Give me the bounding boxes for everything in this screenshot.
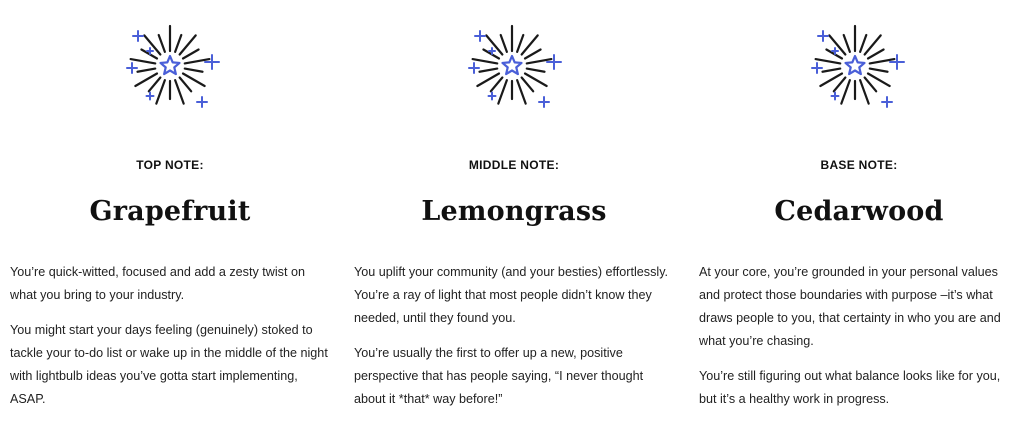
- firework-ray: [860, 80, 869, 103]
- note-column-middle: [354, 0, 674, 438]
- firework-ray: [473, 59, 498, 63]
- sparkle-plus: [205, 55, 219, 69]
- sparkle-plus: [475, 31, 485, 41]
- firework-ray: [868, 50, 884, 59]
- note-paragraph: At your core, you’re grounded in your personal values and protect those boundaries with purpose –it’s what draws people to you, that certainty in who you are and what you’re chasing.: [699, 265, 1001, 348]
- sparkle-plus: [197, 97, 207, 107]
- firework-ray: [480, 69, 498, 72]
- sparkle-plus: [890, 55, 904, 69]
- firework-ray: [525, 50, 541, 59]
- firework-star-icon: [120, 16, 220, 116]
- sparkle-plus: [489, 93, 496, 100]
- firework-ray: [841, 80, 850, 103]
- note-column-base: [699, 0, 1019, 438]
- sparkle-plus: [133, 31, 143, 41]
- sparkle-plus: [547, 55, 561, 69]
- note-description: [699, 261, 1021, 423]
- firework-ray: [131, 59, 156, 63]
- firework-ray: [159, 35, 165, 52]
- firework-ray: [501, 35, 507, 52]
- firework-ray: [138, 69, 156, 72]
- sparkle-plus: [818, 31, 828, 41]
- star-shape: [502, 56, 521, 74]
- note-name: Cedarwood: [774, 196, 944, 227]
- star-shape: [845, 56, 864, 74]
- note-label: TOP NOTE:: [136, 158, 204, 172]
- firework-ray: [865, 77, 877, 91]
- firework-ray: [522, 77, 534, 91]
- firework-ray: [185, 69, 203, 72]
- note-paragraph: You uplift your community (and your besties) effortlessly. You’re a ray of light that most people didn’t know they needed, until they found you.: [354, 265, 669, 325]
- firework-ray: [517, 80, 526, 103]
- firework-ray: [491, 77, 503, 91]
- firework-ray: [527, 69, 545, 72]
- firework-ray: [175, 35, 181, 52]
- firework-ray: [860, 35, 866, 52]
- firework-ray: [823, 69, 841, 72]
- firework-ray: [816, 59, 841, 63]
- note-paragraph: You’re still figuring out what balance looks like for you, but it’s a healthy work in progress.: [699, 369, 1001, 406]
- note-column-top: [10, 0, 330, 438]
- firework-ray: [834, 77, 846, 91]
- firework-ray: [844, 35, 850, 52]
- note-description: [10, 261, 332, 423]
- sparkle-plus: [812, 63, 822, 73]
- note-paragraph: You’re quick-witted, focused and add a zesty twist on what you bring to your industry.: [10, 265, 305, 302]
- firework-ray: [498, 80, 507, 103]
- sparkle-plus: [147, 93, 154, 100]
- note-paragraph: You might start your days feeling (genuinely) stoked to tackle your to-do list or wake up in the middle of the night with lightbulb ideas you’ve gotta start implementing, ASAP.: [10, 323, 328, 406]
- note-paragraph: You’re usually the first to offer up a new, positive perspective that has people saying, “I never thought about it *that* way before!”: [354, 346, 644, 406]
- note-name: Lemongrass: [421, 196, 607, 227]
- firework-star-icon: [462, 16, 562, 116]
- star-shape: [160, 56, 179, 74]
- firework-ray: [183, 50, 199, 59]
- firework-star-icon: [805, 16, 905, 116]
- firework-ray: [870, 69, 888, 72]
- firework-ray: [149, 77, 161, 91]
- firework-ray: [175, 80, 184, 103]
- sparkle-plus: [882, 97, 892, 107]
- firework-ray: [517, 35, 523, 52]
- sparkle-plus: [469, 63, 479, 73]
- firework-ray: [156, 80, 165, 103]
- sparkle-plus: [832, 93, 839, 100]
- note-name: Grapefruit: [89, 196, 251, 227]
- firework-ray: [180, 77, 192, 91]
- note-description: [354, 261, 676, 423]
- note-label: MIDDLE NOTE:: [468, 158, 560, 172]
- note-label: BASE NOTE:: [820, 158, 898, 172]
- sparkle-plus: [539, 97, 549, 107]
- sparkle-plus: [127, 63, 137, 73]
